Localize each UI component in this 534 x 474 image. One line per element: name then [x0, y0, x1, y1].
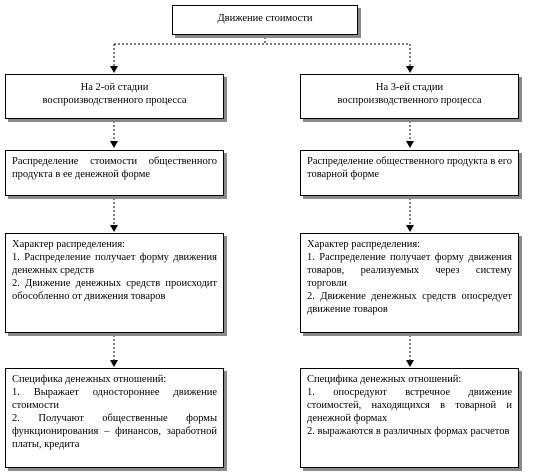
right-character-item-1: 1. Распределение получает форму движения товаров, реализуемых через систему торговли: [307, 252, 512, 289]
left-specifics-heading: Специфика денежных отношений:: [12, 374, 167, 385]
right-distribution-box: [300, 150, 519, 196]
right-stage-line-1: На 3-ей стадии: [375, 82, 444, 93]
right-specifics-item-2: 2. выражаются в различных формах расчетов: [307, 426, 510, 437]
right-distribution-text: Распределение общественного продукта в его товарной форме: [307, 156, 512, 180]
right-character-item-2: 2. Движение денежных средств опосредует движение товаров: [307, 291, 512, 315]
left-stage-line-1: На 2-ой стадии: [80, 82, 149, 93]
left-specifics-item-2: 2. Получают общественные формы функционирования – финансов, заработной платы, кредита: [12, 413, 217, 450]
left-distribution-box: [5, 150, 224, 196]
right-specifics-item-1: 1. опосредуют встречное движение стоимостей, находящихся в товарной и денежной формах: [307, 387, 512, 424]
left-distribution-text: Распределение стоимости общественного продукта в ее денежной форме: [12, 156, 217, 180]
right-stage-box: [300, 74, 519, 119]
left-stage-line-2: воспроизводственного процесса: [42, 95, 187, 106]
top-title: Движение стоимости: [217, 13, 313, 24]
top-box: [172, 5, 358, 35]
right-specifics-box: [300, 368, 519, 468]
left-character-box: [5, 233, 224, 333]
left-character-heading: Характер распределения:: [12, 239, 126, 250]
left-stage-box: [5, 74, 224, 119]
right-specifics-heading: Специфика денежных отношений:: [307, 374, 462, 385]
right-stage-line-2: воспроизводственного процесса: [337, 95, 482, 106]
left-character-item-2: 2. Движение денежных средств происходит обособленно от движения товаров: [12, 278, 217, 302]
left-specifics-item-1: 1. Выражает одностороннее движение стоимости: [12, 387, 217, 411]
right-character-box: [300, 233, 519, 333]
left-specifics-box: [5, 368, 224, 468]
right-character-heading: Характер распределения:: [307, 239, 421, 250]
left-character-item-1: 1. Распределение получает форму движения денежных средств: [12, 252, 217, 276]
